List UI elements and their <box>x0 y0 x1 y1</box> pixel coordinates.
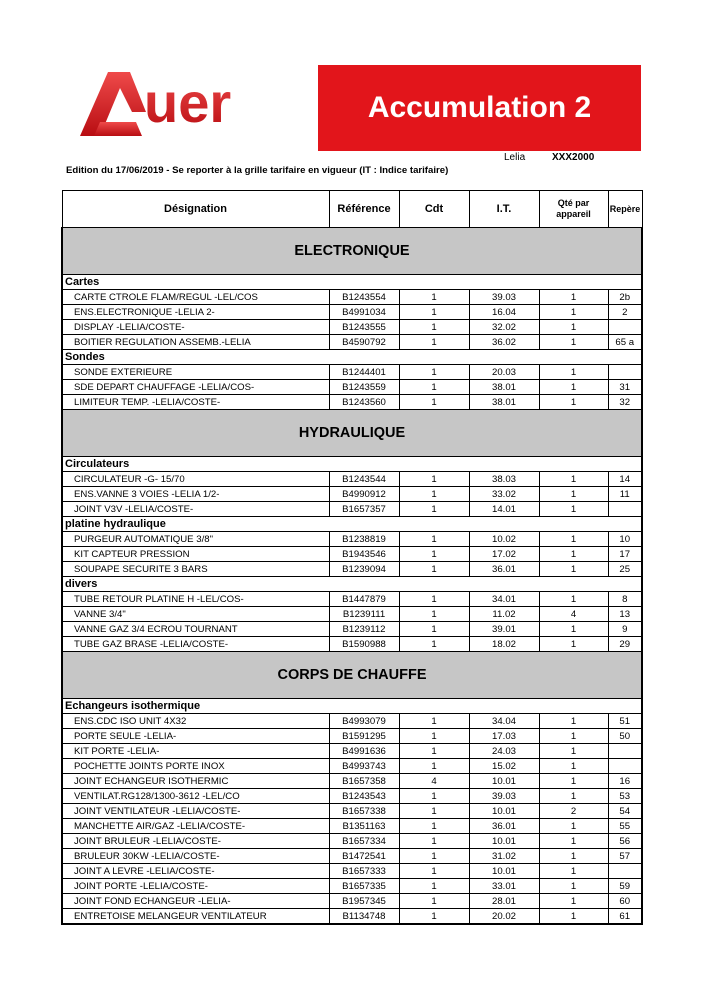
table-row <box>62 834 642 849</box>
group-row <box>62 577 642 592</box>
cell-cdt: 1 <box>399 849 469 864</box>
cell-rep: 59 <box>608 879 642 894</box>
cell-ref: B1243554 <box>329 290 399 305</box>
table-header <box>62 191 642 228</box>
cell-it: 24.03 <box>469 744 539 759</box>
section-title: HYDRAULIQUE <box>62 410 642 457</box>
auer-logo <box>80 66 270 140</box>
group-title: Echangeurs isothermique <box>62 699 642 714</box>
cell-cdt: 1 <box>399 320 469 335</box>
cell-rep: 51 <box>608 714 642 729</box>
cell-ref: B1243544 <box>329 472 399 487</box>
cell-rep: 29 <box>608 637 642 652</box>
cell-qte: 1 <box>539 335 608 350</box>
cell-it: 10.01 <box>469 804 539 819</box>
cell-it: 39.03 <box>469 789 539 804</box>
table-row <box>62 894 642 909</box>
cell-qte: 1 <box>539 622 608 637</box>
cell-des: TUBE GAZ BRASE -LELIA/COSTE- <box>62 637 329 652</box>
cell-des: JOINT PORTE -LELIA/COSTE- <box>62 879 329 894</box>
cell-des: BRULEUR 30KW -LELIA/COSTE- <box>62 849 329 864</box>
cell-ref: B1657333 <box>329 864 399 879</box>
cell-ref: B1243555 <box>329 320 399 335</box>
table-row <box>62 607 642 622</box>
cell-qte: 1 <box>539 592 608 607</box>
cell-cdt: 1 <box>399 834 469 849</box>
cell-it: 36.02 <box>469 335 539 350</box>
cell-it: 20.03 <box>469 365 539 380</box>
cell-des: ENTRETOISE MELANGEUR VENTILATEUR <box>62 909 329 925</box>
parts-table <box>61 190 643 925</box>
document-title: Accumulation 2 <box>318 65 641 151</box>
cell-des: SDE DEPART CHAUFFAGE -LELIA/COS- <box>62 380 329 395</box>
cell-it: 32.02 <box>469 320 539 335</box>
cell-des: MANCHETTE AIR/GAZ -LELIA/COSTE- <box>62 819 329 834</box>
cell-qte: 1 <box>539 532 608 547</box>
cell-ref: B1957345 <box>329 894 399 909</box>
cell-des: ENS.CDC ISO UNIT 4X32 <box>62 714 329 729</box>
cell-ref: B1238819 <box>329 532 399 547</box>
cell-it: 10.01 <box>469 774 539 789</box>
table-row <box>62 909 642 925</box>
section-title: CORPS DE CHAUFFE <box>62 652 642 699</box>
cell-qte: 1 <box>539 365 608 380</box>
cell-rep: 17 <box>608 547 642 562</box>
cell-rep: 54 <box>608 804 642 819</box>
cell-it: 10.01 <box>469 864 539 879</box>
cell-cdt: 1 <box>399 637 469 652</box>
cell-ref: B1239112 <box>329 622 399 637</box>
cell-it: 38.01 <box>469 395 539 410</box>
cell-qte: 1 <box>539 849 608 864</box>
cell-qte: 1 <box>539 487 608 502</box>
table-row <box>62 729 642 744</box>
cell-cdt: 1 <box>399 729 469 744</box>
cell-rep: 31 <box>608 380 642 395</box>
cell-ref: B1239111 <box>329 607 399 622</box>
cell-cdt: 1 <box>399 502 469 517</box>
cell-des: KIT PORTE -LELIA- <box>62 744 329 759</box>
cell-qte: 1 <box>539 789 608 804</box>
svg-text:uer: uer <box>144 71 232 134</box>
cell-it: 34.04 <box>469 714 539 729</box>
cell-rep: 9 <box>608 622 642 637</box>
cell-ref: B1244401 <box>329 365 399 380</box>
cell-des: SOUPAPE SECURITE 3 BARS <box>62 562 329 577</box>
cell-rep: 65 a <box>608 335 642 350</box>
table-row <box>62 395 642 410</box>
table-row <box>62 290 642 305</box>
cell-rep <box>608 365 642 380</box>
cell-cdt: 1 <box>399 365 469 380</box>
cell-rep <box>608 320 642 335</box>
cell-rep: 2b <box>608 290 642 305</box>
cell-cdt: 1 <box>399 622 469 637</box>
cell-des: VANNE GAZ 3/4 ECROU TOURNANT <box>62 622 329 637</box>
section-row <box>62 228 642 275</box>
table-row <box>62 804 642 819</box>
cell-rep: 25 <box>608 562 642 577</box>
cell-it: 39.01 <box>469 622 539 637</box>
cell-it: 28.01 <box>469 894 539 909</box>
table-row <box>62 305 642 320</box>
table-row <box>62 532 642 547</box>
table-row <box>62 487 642 502</box>
cell-ref: B4993743 <box>329 759 399 774</box>
model-name: Lelia <box>504 152 526 163</box>
cell-rep: 14 <box>608 472 642 487</box>
cell-des: JOINT A LEVRE -LELIA/COSTE- <box>62 864 329 879</box>
edition-note: Edition du 17/06/2019 - Se reporter à la grille tarifaire en vigueur (IT : Indice tarifaire) <box>66 165 449 176</box>
cell-des: JOINT BRULEUR -LELIA/COSTE- <box>62 834 329 849</box>
table-row <box>62 744 642 759</box>
cell-rep <box>608 744 642 759</box>
cell-qte: 1 <box>539 472 608 487</box>
cell-it: 14.01 <box>469 502 539 517</box>
group-row <box>62 699 642 714</box>
cell-cdt: 1 <box>399 879 469 894</box>
cell-des: CIRCULATEUR -G- 15/70 <box>62 472 329 487</box>
cell-cdt: 1 <box>399 714 469 729</box>
cell-ref: B1351163 <box>329 819 399 834</box>
cell-rep: 53 <box>608 789 642 804</box>
cell-ref: B1243560 <box>329 395 399 410</box>
cell-qte: 2 <box>539 804 608 819</box>
cell-des: JOINT FOND ECHANGEUR -LELIA- <box>62 894 329 909</box>
cell-des: JOINT ECHANGEUR ISOTHERMIC <box>62 774 329 789</box>
col-it: I.T. <box>469 191 539 228</box>
group-row <box>62 275 642 290</box>
cell-rep: 61 <box>608 909 642 925</box>
cell-rep: 8 <box>608 592 642 607</box>
cell-it: 11.02 <box>469 607 539 622</box>
cell-it: 36.01 <box>469 562 539 577</box>
cell-rep: 50 <box>608 729 642 744</box>
cell-it: 18.02 <box>469 637 539 652</box>
cell-des: POCHETTE JOINTS PORTE INOX <box>62 759 329 774</box>
cell-rep: 57 <box>608 849 642 864</box>
cell-cdt: 1 <box>399 562 469 577</box>
group-row <box>62 457 642 472</box>
cell-it: 20.02 <box>469 909 539 925</box>
cell-ref: B1657335 <box>329 879 399 894</box>
cell-it: 38.03 <box>469 472 539 487</box>
cell-cdt: 1 <box>399 395 469 410</box>
cell-cdt: 1 <box>399 487 469 502</box>
cell-qte: 1 <box>539 562 608 577</box>
cell-cdt: 1 <box>399 894 469 909</box>
cell-qte: 1 <box>539 909 608 925</box>
cell-des: VENTILAT.RG128/1300-3612 -LEL/CO <box>62 789 329 804</box>
col-cdt: Cdt <box>399 191 469 228</box>
cell-ref: B4991636 <box>329 744 399 759</box>
cell-cdt: 1 <box>399 532 469 547</box>
table-row <box>62 622 642 637</box>
table-row <box>62 714 642 729</box>
table-row <box>62 879 642 894</box>
cell-qte: 1 <box>539 774 608 789</box>
cell-ref: B1472541 <box>329 849 399 864</box>
cell-des: BOITIER REGULATION ASSEMB.-LELIA <box>62 335 329 350</box>
cell-cdt: 1 <box>399 305 469 320</box>
cell-des: CARTE CTROLE FLAM/REGUL -LEL/COS <box>62 290 329 305</box>
cell-it: 33.02 <box>469 487 539 502</box>
cell-des: ENS.ELECTRONIQUE -LELIA 2- <box>62 305 329 320</box>
cell-it: 17.02 <box>469 547 539 562</box>
table-row <box>62 562 642 577</box>
cell-ref: B4993079 <box>329 714 399 729</box>
cell-rep: 10 <box>608 532 642 547</box>
cell-it: 10.02 <box>469 532 539 547</box>
cell-des: JOINT V3V -LELIA/COSTE- <box>62 502 329 517</box>
model-code: XXX2000 <box>552 152 595 163</box>
cell-ref: B1657357 <box>329 502 399 517</box>
cell-ref: B1657334 <box>329 834 399 849</box>
cell-cdt: 1 <box>399 290 469 305</box>
cell-cdt: 1 <box>399 789 469 804</box>
cell-rep <box>608 864 642 879</box>
cell-des: PURGEUR AUTOMATIQUE 3/8" <box>62 532 329 547</box>
col-repere: Repère <box>608 191 642 228</box>
cell-qte: 1 <box>539 894 608 909</box>
cell-qte: 1 <box>539 395 608 410</box>
cell-it: 36.01 <box>469 819 539 834</box>
table-row <box>62 759 642 774</box>
cell-rep: 55 <box>608 819 642 834</box>
table-row <box>62 320 642 335</box>
cell-qte: 1 <box>539 879 608 894</box>
col-reference: Référence <box>329 191 399 228</box>
cell-des: ENS.VANNE 3 VOIES -LELIA 1/2- <box>62 487 329 502</box>
cell-it: 34.01 <box>469 592 539 607</box>
cell-ref: B1447879 <box>329 592 399 607</box>
cell-ref: B1239094 <box>329 562 399 577</box>
cell-it: 31.02 <box>469 849 539 864</box>
cell-cdt: 1 <box>399 607 469 622</box>
cell-rep: 2 <box>608 305 642 320</box>
cell-rep: 60 <box>608 894 642 909</box>
cell-it: 17.03 <box>469 729 539 744</box>
cell-qte: 1 <box>539 547 608 562</box>
table-row <box>62 472 642 487</box>
col-qte: Qté par appareil <box>539 191 608 228</box>
cell-des: VANNE 3/4" <box>62 607 329 622</box>
cell-qte: 1 <box>539 729 608 744</box>
cell-qte: 1 <box>539 320 608 335</box>
group-title: divers <box>62 577 642 592</box>
section-title: ELECTRONIQUE <box>62 228 642 275</box>
cell-des: DISPLAY -LELIA/COSTE- <box>62 320 329 335</box>
cell-rep: 16 <box>608 774 642 789</box>
table-row <box>62 789 642 804</box>
table-row <box>62 502 642 517</box>
cell-ref: B1657358 <box>329 774 399 789</box>
cell-cdt: 1 <box>399 592 469 607</box>
cell-des: LIMITEUR TEMP. -LELIA/COSTE- <box>62 395 329 410</box>
cell-ref: B1591295 <box>329 729 399 744</box>
cell-cdt: 1 <box>399 744 469 759</box>
table-row <box>62 547 642 562</box>
cell-cdt: 1 <box>399 335 469 350</box>
cell-rep: 11 <box>608 487 642 502</box>
cell-rep <box>608 759 642 774</box>
cell-qte: 1 <box>539 305 608 320</box>
cell-qte: 1 <box>539 819 608 834</box>
cell-qte: 1 <box>539 290 608 305</box>
cell-qte: 1 <box>539 637 608 652</box>
cell-ref: B4991034 <box>329 305 399 320</box>
cell-rep <box>608 502 642 517</box>
cell-ref: B1134748 <box>329 909 399 925</box>
cell-cdt: 4 <box>399 774 469 789</box>
cell-it: 38.01 <box>469 380 539 395</box>
group-row <box>62 350 642 365</box>
cell-it: 10.01 <box>469 834 539 849</box>
cell-des: JOINT VENTILATEUR -LELIA/COSTE- <box>62 804 329 819</box>
table-row <box>62 365 642 380</box>
table-row <box>62 819 642 834</box>
col-designation: Désignation <box>62 191 329 228</box>
cell-des: KIT CAPTEUR PRESSION <box>62 547 329 562</box>
cell-qte: 1 <box>539 834 608 849</box>
group-title: Sondes <box>62 350 642 365</box>
cell-it: 39.03 <box>469 290 539 305</box>
table-row <box>62 774 642 789</box>
cell-cdt: 1 <box>399 864 469 879</box>
group-row <box>62 517 642 532</box>
cell-des: SONDE EXTERIEURE <box>62 365 329 380</box>
cell-it: 15.02 <box>469 759 539 774</box>
cell-ref: B1657338 <box>329 804 399 819</box>
group-title: Cartes <box>62 275 642 290</box>
cell-ref: B1243559 <box>329 380 399 395</box>
cell-qte: 1 <box>539 502 608 517</box>
cell-cdt: 1 <box>399 547 469 562</box>
table-row <box>62 849 642 864</box>
section-row <box>62 410 642 457</box>
cell-cdt: 1 <box>399 804 469 819</box>
cell-it: 16.04 <box>469 305 539 320</box>
cell-cdt: 1 <box>399 472 469 487</box>
cell-qte: 4 <box>539 607 608 622</box>
cell-ref: B4590792 <box>329 335 399 350</box>
cell-des: TUBE RETOUR PLATINE H -LEL/COS- <box>62 592 329 607</box>
cell-qte: 1 <box>539 380 608 395</box>
group-title: Circulateurs <box>62 457 642 472</box>
table-row <box>62 864 642 879</box>
cell-ref: B1943546 <box>329 547 399 562</box>
cell-rep: 56 <box>608 834 642 849</box>
cell-ref: B1590988 <box>329 637 399 652</box>
cell-ref: B1243543 <box>329 789 399 804</box>
cell-cdt: 1 <box>399 380 469 395</box>
table-row <box>62 637 642 652</box>
group-title: platine hydraulique <box>62 517 642 532</box>
cell-qte: 1 <box>539 744 608 759</box>
cell-rep: 32 <box>608 395 642 410</box>
cell-cdt: 1 <box>399 819 469 834</box>
table-row <box>62 335 642 350</box>
cell-rep: 13 <box>608 607 642 622</box>
cell-cdt: 1 <box>399 759 469 774</box>
cell-des: PORTE SEULE -LELIA- <box>62 729 329 744</box>
cell-cdt: 1 <box>399 909 469 925</box>
table-row <box>62 592 642 607</box>
section-row <box>62 652 642 699</box>
table-row <box>62 380 642 395</box>
cell-qte: 1 <box>539 714 608 729</box>
cell-ref: B4990912 <box>329 487 399 502</box>
cell-qte: 1 <box>539 759 608 774</box>
cell-qte: 1 <box>539 864 608 879</box>
cell-it: 33.01 <box>469 879 539 894</box>
